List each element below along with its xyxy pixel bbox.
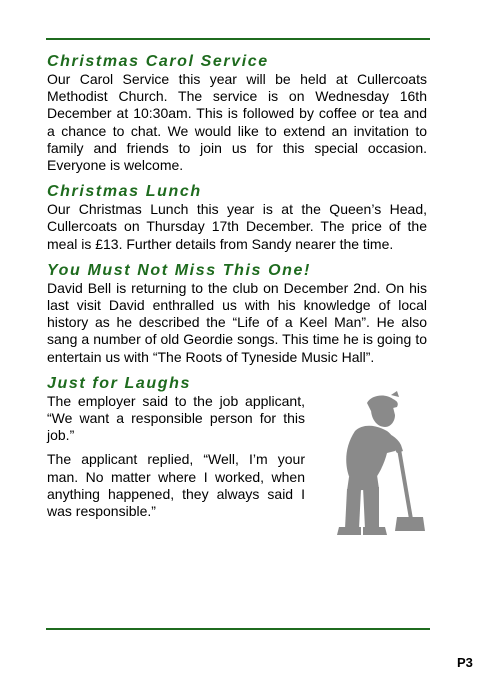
section-heading: You Must Not Miss This One! (47, 261, 311, 279)
laughs-body (47, 393, 427, 563)
section-christmas-lunch (47, 182, 427, 253)
bottom-divider (46, 628, 430, 630)
joke-paragraph: The employer said to the job applicant, “We want a responsible person for this job.” (47, 392, 305, 444)
back-leg-shape (345, 489, 361, 529)
section-heading: Just for Laughs (47, 374, 192, 392)
top-divider (46, 38, 430, 40)
section-paragraph: David Bell is returning to the club on December 2nd. On his last visit David enthralled us with his knowledge of local history as he described the “Life of a Keel Man”. He also sang a number of old Geordie songs. This time he is going to entertain us with “The Roots of Tyneside Music Hall”. (47, 279, 427, 365)
page-number: P3 (457, 655, 473, 670)
cap-tip-shape (391, 391, 399, 397)
man-with-broom-illustration (315, 389, 425, 539)
section-paragraph: Our Carol Service this year will be held at Cullercoats Methodist Church. The service is on Wednesday 16th December at 10:30am. This is followed by coffee or tea and a chance to chat. We would like to extend an invitation to family and friends to join us for this special occasion. Everyone is welcome. (47, 71, 427, 174)
front-shoe-shape (363, 527, 387, 535)
front-leg-shape (363, 487, 379, 529)
section-heading: Christmas Lunch (47, 183, 202, 201)
back-shoe-shape (337, 527, 361, 535)
broom-head-shape (395, 517, 425, 531)
joke-text (47, 393, 305, 520)
section-paragraph: Our Christmas Lunch this year is at the Queen’s Head, Cullercoats on Thursday 17th December. The price of the meal is £13. Further details from Sandy nearer the time. (47, 201, 427, 252)
section-carol-service (47, 52, 427, 174)
section-just-for-laughs (47, 374, 427, 563)
newsletter-content (47, 52, 427, 563)
head-shape (371, 407, 395, 427)
broom-handle-shape (397, 449, 413, 519)
joke-paragraph: The applicant replied, “Well, I’m your man. No matter where I worked, when anything happened, they always said I was responsible.” (47, 451, 305, 520)
section-heading: Christmas Carol Service (47, 53, 269, 70)
section-must-not-miss (47, 261, 427, 366)
